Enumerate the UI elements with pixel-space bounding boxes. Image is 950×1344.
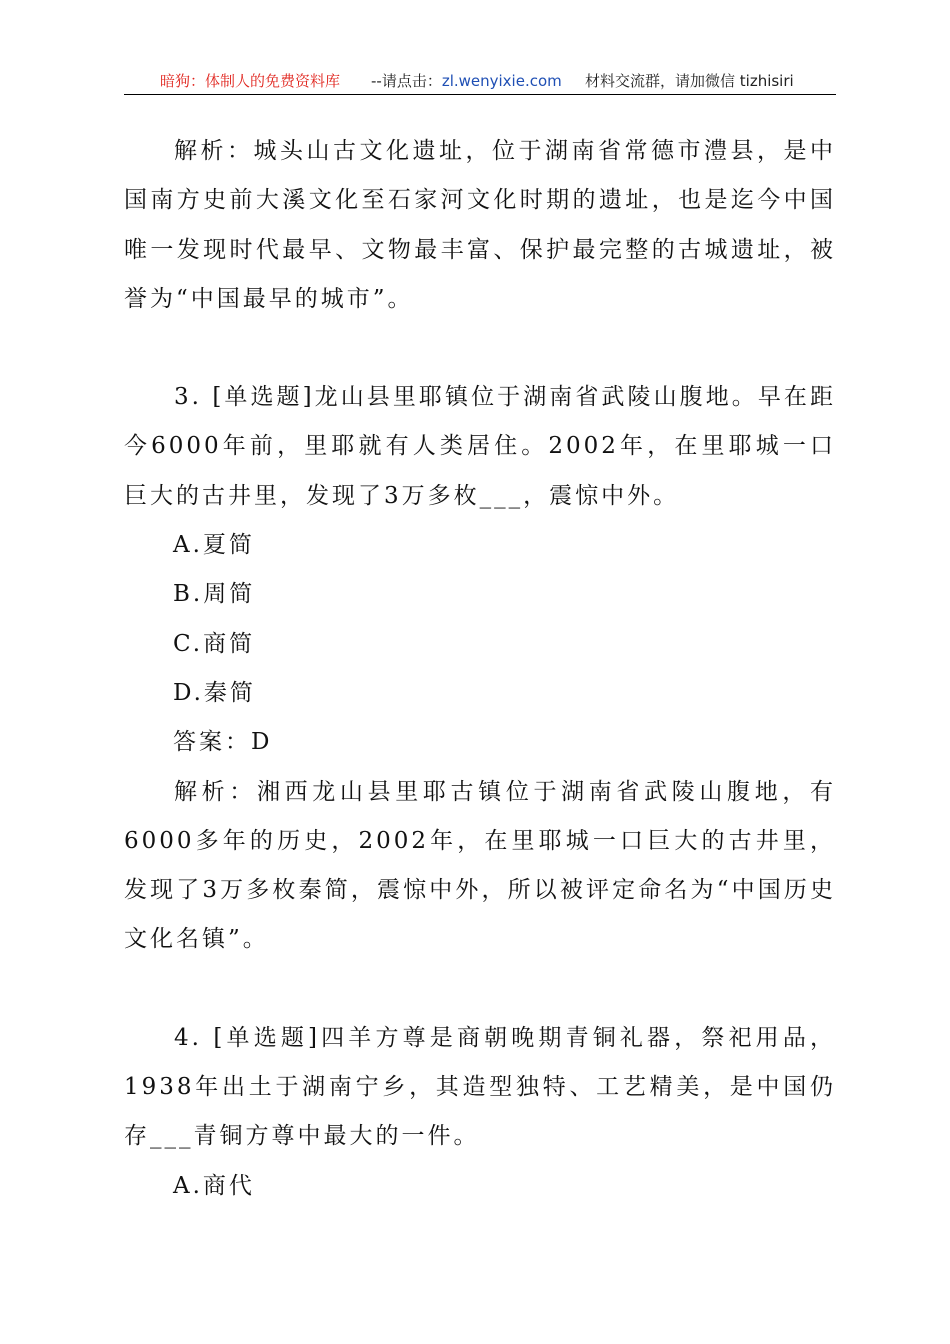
header-group-text: 材料交流群，请加微信 tizhisiri	[585, 72, 794, 90]
spacer	[124, 324, 836, 373]
header-click-label: --请点击：	[371, 72, 442, 90]
question-3-option-b: B.周简	[173, 581, 256, 608]
header-link[interactable]: zl.wenyixie.com	[441, 72, 562, 90]
prev-analysis: 解析：城头山古文化遗址，位于湖南省常德市澧县，是中国南方史前大溪文化至石家河文化时期的遗址，也是迄今中国唯一发现时代最早、文物最丰富、保护最完整的古城遗址，被誉为“中国最早的城市”。	[124, 138, 836, 312]
page-header	[124, 70, 836, 95]
question-3-option-a: A.夏简	[173, 532, 255, 559]
question-3-answer: 答案：D	[173, 729, 273, 756]
header-brand: 暗狗：体制人的免费资料库	[160, 72, 341, 90]
question-3-option-d: D.秦简	[173, 679, 256, 706]
header-link-group	[371, 70, 562, 92]
spacer	[124, 965, 836, 1014]
document-body	[124, 127, 836, 1211]
question-4-option-a: A.商代	[173, 1172, 255, 1199]
question-3-analysis: 解析：湘西龙山县里耶古镇位于湖南省武陵山腹地，有6000多年的历史，2002年，在里耶城一口巨大的古井里，发现了3万多枚秦简，震惊中外，所以被评定命名为“中国历史文化名镇”。	[124, 778, 836, 953]
question-3-option-c: C.商简	[173, 630, 256, 657]
question-3-stem: 3. [单选题]龙山县里耶镇位于湖南省武陵山腹地。早在距今6000年前，里耶就有人类居住。2002年，在里耶城一口巨大的古井里，发现了3万多枚___，震惊中外。	[124, 384, 836, 509]
question-4-stem: 4. [单选题]四羊方尊是商朝晚期青铜礼器，祭祀用品，1938年出土于湖南宁乡，其造型独特、工艺精美，是中国仍存___青铜方尊中最大的一件。	[124, 1024, 836, 1150]
